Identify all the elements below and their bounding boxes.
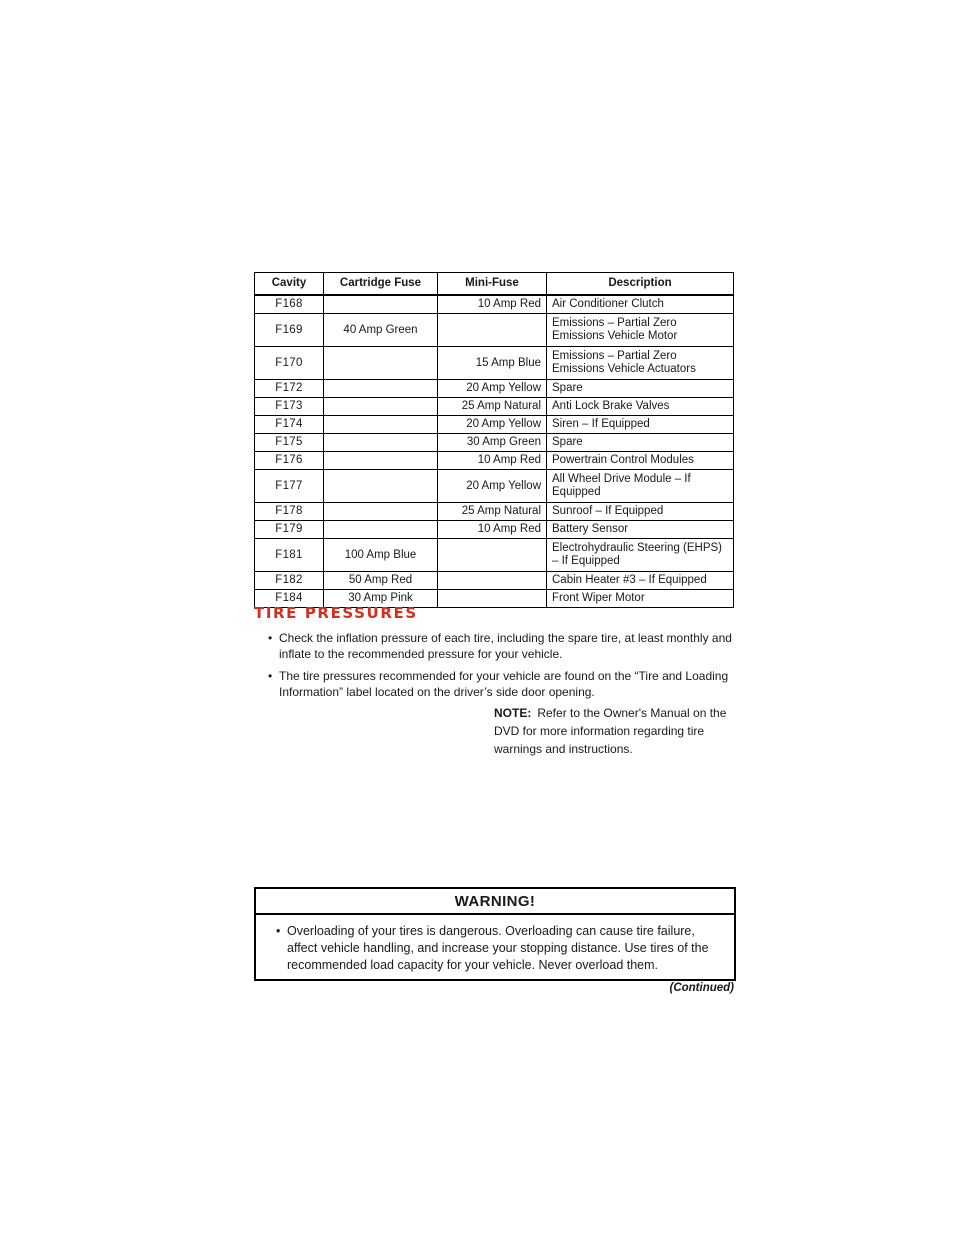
table-row — [255, 398, 734, 416]
table-row — [255, 434, 734, 452]
table-row — [255, 380, 734, 398]
cell-cartridge — [324, 398, 438, 416]
table-row — [255, 347, 734, 380]
cell-mini: 20 Amp Yellow — [438, 470, 547, 503]
cell-description: Battery Sensor — [547, 521, 734, 539]
cell-description: Cabin Heater #3 – If Equipped — [547, 572, 734, 590]
note — [494, 704, 734, 758]
cell-mini: 20 Amp Yellow — [438, 416, 547, 434]
bullet-text: The tire pressures recommended for your vehicle are found on the “Tire and Loading Information” label located on the driver’s side door opening. — [279, 669, 729, 699]
cell-cartridge: 50 Amp Red — [324, 572, 438, 590]
table-row — [255, 295, 734, 314]
bullet-icon: • — [276, 924, 281, 938]
list-item — [268, 668, 736, 700]
section-title: TIRE PRESSURES — [254, 604, 418, 622]
cell-description: Spare — [547, 434, 734, 452]
bullet-list — [268, 630, 736, 706]
cell-mini: 25 Amp Natural — [438, 398, 547, 416]
cell-mini: 30 Amp Green — [438, 434, 547, 452]
note-label: NOTE: — [494, 706, 532, 720]
cell-description: Sunroof – If Equipped — [547, 503, 734, 521]
cell-mini: 10 Amp Red — [438, 452, 547, 470]
header-description: Description — [547, 273, 734, 296]
table-row — [255, 314, 734, 347]
warning-body — [256, 915, 734, 974]
cell-mini — [438, 314, 547, 347]
fuse-table — [254, 272, 734, 608]
cell-cartridge — [324, 380, 438, 398]
warning-title: WARNING! — [256, 889, 734, 915]
bullet-text: Check the inflation pressure of each tire, including the spare tire, at least monthly and inflate to the recommended pressure for your vehicle. — [279, 631, 732, 661]
cell-cavity: F170 — [255, 347, 324, 380]
table-row — [255, 572, 734, 590]
bullet-icon: • — [268, 631, 273, 645]
table-header-row — [255, 273, 734, 296]
cell-description: All Wheel Drive Module – If Equipped — [547, 470, 734, 503]
table-row — [255, 416, 734, 434]
cell-cavity: F168 — [255, 295, 324, 314]
cell-cartridge: 100 Amp Blue — [324, 539, 438, 572]
table-row — [255, 503, 734, 521]
cell-mini: 15 Amp Blue — [438, 347, 547, 380]
cell-cartridge — [324, 452, 438, 470]
cell-mini — [438, 572, 547, 590]
cell-cartridge — [324, 347, 438, 380]
cell-mini: 25 Amp Natural — [438, 503, 547, 521]
note-text: Refer to the Owner's Manual on the DVD for more information regarding tire warnings and instructions. — [494, 706, 727, 756]
list-item — [268, 630, 736, 662]
table-row — [255, 452, 734, 470]
cell-cavity: F175 — [255, 434, 324, 452]
cell-cartridge — [324, 521, 438, 539]
table-row — [255, 470, 734, 503]
cell-mini — [438, 539, 547, 572]
cell-cavity: F181 — [255, 539, 324, 572]
cell-cartridge — [324, 434, 438, 452]
cell-description: Emissions – Partial Zero Emissions Vehicle Motor — [547, 314, 734, 347]
cell-mini — [438, 590, 547, 608]
table-row — [255, 539, 734, 572]
cell-description: Spare — [547, 380, 734, 398]
cell-cavity: F177 — [255, 470, 324, 503]
bullet-icon: • — [268, 669, 273, 683]
cell-cavity: F174 — [255, 416, 324, 434]
cell-cavity: F176 — [255, 452, 324, 470]
cell-description: Emissions – Partial Zero Emissions Vehicle Actuators — [547, 347, 734, 380]
cell-cavity: F169 — [255, 314, 324, 347]
cell-cavity: F173 — [255, 398, 324, 416]
header-mini-fuse: Mini-Fuse — [438, 273, 547, 296]
cell-cavity: F179 — [255, 521, 324, 539]
cell-cartridge — [324, 470, 438, 503]
warning-text: Overloading of your tires is dangerous. Overloading can cause tire failure, affect vehicle handling, and increase your stopping distance. Use tires of the recommended load capacity for your vehicle. Never overload them. — [287, 924, 709, 972]
cell-cartridge: 30 Amp Pink — [324, 590, 438, 608]
cell-cartridge — [324, 416, 438, 434]
cell-description: Siren – If Equipped — [547, 416, 734, 434]
table-row — [255, 521, 734, 539]
cell-mini: 10 Amp Red — [438, 521, 547, 539]
cell-cartridge: 40 Amp Green — [324, 314, 438, 347]
cell-cavity: F178 — [255, 503, 324, 521]
cell-description: Front Wiper Motor — [547, 590, 734, 608]
cell-description: Anti Lock Brake Valves — [547, 398, 734, 416]
cell-cavity: F182 — [255, 572, 324, 590]
cell-description: Electrohydraulic Steering (EHPS) – If Equipped — [547, 539, 734, 572]
cell-cavity: F184 — [255, 590, 324, 608]
cell-cartridge — [324, 503, 438, 521]
continued-label: (Continued) — [669, 982, 734, 994]
header-cartridge-fuse: Cartridge Fuse — [324, 273, 438, 296]
cell-description: Powertrain Control Modules — [547, 452, 734, 470]
cell-mini: 20 Amp Yellow — [438, 380, 547, 398]
cell-description: Air Conditioner Clutch — [547, 295, 734, 314]
warning-box — [254, 887, 736, 981]
cell-mini: 10 Amp Red — [438, 295, 547, 314]
header-cavity: Cavity — [255, 273, 324, 296]
cell-cavity: F172 — [255, 380, 324, 398]
cell-cartridge — [324, 295, 438, 314]
